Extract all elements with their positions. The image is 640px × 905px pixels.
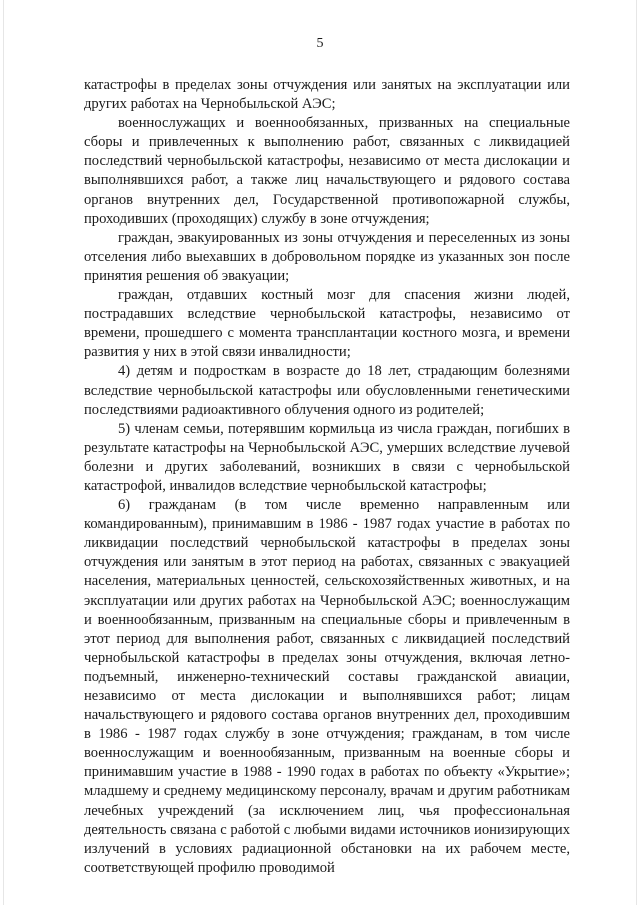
paragraph-evacuated-citizens: граждан, эвакуированных из зоны отчуждения и переселенных из зоны отселения либо выехавших в добровольном порядке из указанных зон после принятия решения об эвакуации; xyxy=(84,229,570,284)
scan-edge-right xyxy=(636,0,637,905)
paragraph-military-personnel: военнослужащих и военнообязанных, призванных на специальные сборы и привлеченных к выполнению работ, связанных с ликвидацией последствий чернобыльской катастрофы, независимо от места дислокации и выполнявшихся работ, а также лиц начальствующего и рядового состава органов внутренних дел, Государственной противопожарной службы, проходивших (проходящих) службу в зоне отчуждения; xyxy=(84,115,570,227)
scan-edge-left xyxy=(3,0,4,905)
paragraph-item-5: 5) членам семьи, потерявшим кормильца из числа граждан, погибших в результате катастрофы на Чернобыльской АЭС, умерших вследствие лучевой болезни и других заболеваний, возникших в связи с чернобыльской катастрофой, инвалидов вследствие чернобыльской катастрофы; xyxy=(84,420,570,494)
paragraph-item-4: 4) детям и подросткам в возрасте до 18 лет, страдающим болезнями вследствие чернобыльской катастрофы или обусловленными генетическими последствиями радиоактивного облучения одного из родителей; xyxy=(84,363,570,418)
paragraph-item-6: 6) гражданам (в том числе временно направленным или командированным), принимавшим в 1986 - 1987 годах участие в работах по ликвидации последствий чернобыльской катастрофы в пределах зоны отчуждения или занятым в этот период на работах, связанных с эвакуацией населения, материальных ценностей, сельскохозяйственных животных, и на эксплуатации или других работах на Чернобыльской АЭС; военнослужащим и военнообязанным, призванным на специальные сборы и привлеченным в этот период для выполнения работ, связанных с ликвидацией последствий чернобыльской катастрофы в пределах зоны отчуждения, включая летно-подъемный, инженерно-технический составы гражданской авиации, независимо от места дислокации и выполнявшихся работ; лицам начальствующего и рядового состава органов внутренних дел, проходившим в 1986 - 1987 годах службу в зоне отчуждения; гражданам, в том числе военнослужащим и военнообязанным, призванным на военные сборы и принимавшим участие в 1988 - 1990 годах в работах по объекту «Укрытие»; младшему и среднему медицинскому персоналу, врачам и другим работникам лечебных учреждений (за исключением лиц, чья профессиональная деятельность связана с работой с любыми видами источников ионизирующих излучений в условиях радиационной обстановки на их рабочем месте, соответствующей профилю проводимой xyxy=(84,497,570,876)
document-body xyxy=(84,76,570,878)
paragraph-bone-marrow-donors: граждан, отдавших костный мозг для спасения жизни людей, пострадавших вследствие чернобыльской катастрофы, независимо от времени, прошедшего с момента трансплантации костного мозга, и времени развития у них в этой связи инвалидности; xyxy=(84,287,570,361)
paragraph-continuation: катастрофы в пределах зоны отчуждения или занятых на эксплуатации или других работах на Чернобыльской АЭС; xyxy=(84,77,570,113)
page-number: 5 xyxy=(316,36,324,51)
